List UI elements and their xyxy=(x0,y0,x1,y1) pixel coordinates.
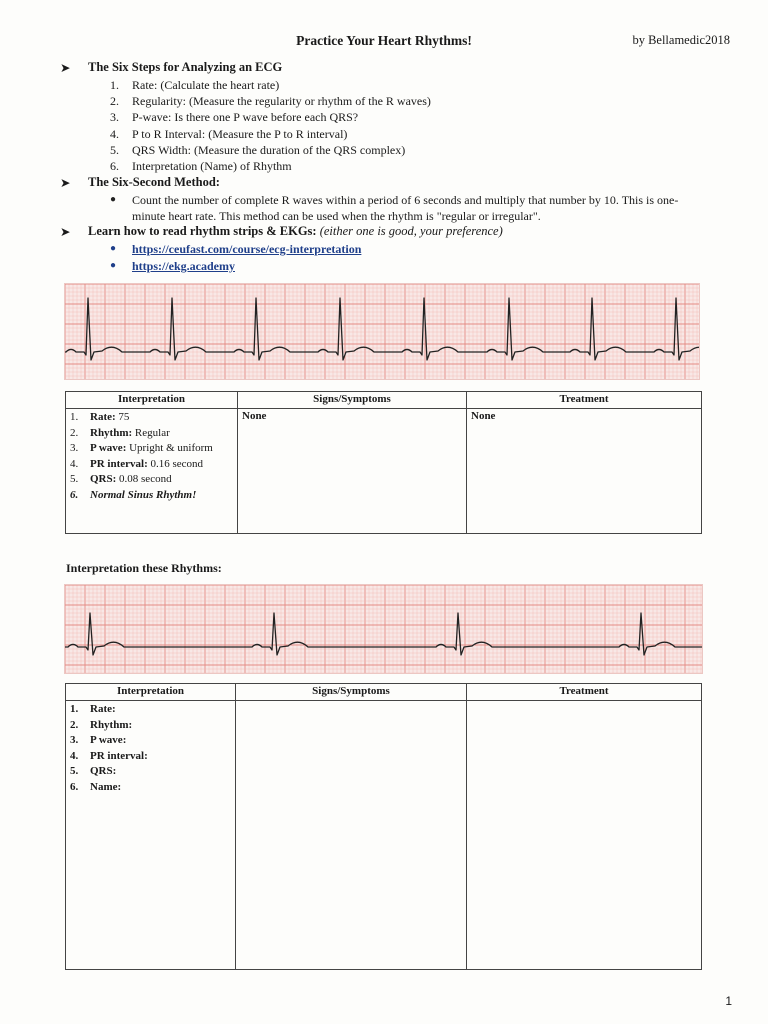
rhythm-strip-practice xyxy=(64,584,703,674)
rhythm-strip-example xyxy=(64,283,700,380)
step-item: 4. P to R Interval: (Measure the P to R interval) xyxy=(110,126,348,141)
link-item xyxy=(110,241,361,257)
example-table xyxy=(65,391,702,534)
steps-list xyxy=(110,77,431,174)
list-item: 1. Rate: xyxy=(70,703,116,715)
list-item: 4. PR interval: xyxy=(70,749,148,762)
step-item: 5. QRS Width: (Measure the duration of the QRS complex) xyxy=(110,142,406,157)
practice-signs-cell[interactable] xyxy=(236,701,467,970)
practice-interpretation-cell[interactable] xyxy=(66,701,236,970)
ceufast-link[interactable]: https://ceufast.com/course/ecg-interpretation xyxy=(132,242,362,256)
treatment-header: Treatment xyxy=(467,392,702,409)
step-item: 2. Regularity: (Measure the regularity or rhythm of the R waves) xyxy=(110,94,431,109)
six-second-heading: ➤ The Six-Second Method: xyxy=(60,175,220,190)
ecg-grid xyxy=(65,585,702,673)
example-signs-cell: None xyxy=(238,409,467,534)
example-treatment-cell: None xyxy=(467,409,702,534)
ecg-trace-practice xyxy=(65,585,702,673)
example-interpretation-list xyxy=(66,410,237,503)
arrow-bullet-icon: ➤ xyxy=(60,225,71,239)
page-title: Practice Your Heart Rhythms! xyxy=(296,33,472,48)
ecg-grid xyxy=(65,284,699,379)
list-item: 4. PR interval: 0.16 second xyxy=(70,457,204,470)
arrow-bullet-icon: ➤ xyxy=(60,176,71,190)
interpretation-header: Interpretation xyxy=(66,392,238,409)
ecg-trace xyxy=(65,298,699,360)
list-item: 2. Rhythm: xyxy=(70,718,133,731)
list-item: 3. P wave: Upright & uniform xyxy=(70,442,213,454)
practice-heading: Interpretation these Rhythms: xyxy=(66,561,222,575)
learn-heading: ➤ Learn how to read rhythm strips & EKGs: (either one is good, your preference) xyxy=(60,224,503,239)
interpretation-header: Interpretation xyxy=(66,684,236,701)
link-item xyxy=(110,258,235,274)
example-interpretation-cell xyxy=(66,409,238,534)
bullet-dot-icon: ● xyxy=(110,194,117,205)
list-item: 6. Normal Sinus Rhythm! xyxy=(70,488,197,501)
page-number: 1 xyxy=(725,994,732,1008)
list-item: 6. Name: xyxy=(70,780,122,793)
treatment-header: Treatment xyxy=(467,684,702,701)
practice-table xyxy=(65,683,702,970)
bullet-dot-icon: ● xyxy=(110,243,117,254)
step-item: 1. Rate: (Calculate the heart rate) xyxy=(110,78,280,92)
six-second-text: ● Count the number of complete R waves within a period of 6 seconds and multiply that number by 10. This is one- minute heart rate. This method can be used when the rhythm is "regular or irregular". xyxy=(110,193,679,223)
list-item: 5. QRS: 0.08 second xyxy=(70,473,172,485)
learn-note: (either one is good, your preference) xyxy=(319,224,503,238)
practice-treatment-cell[interactable] xyxy=(467,701,702,970)
arrow-bullet-icon: ➤ xyxy=(60,61,71,75)
signs-header: Signs/Symptoms xyxy=(236,684,467,701)
signs-header: Signs/Symptoms xyxy=(238,392,467,409)
author-credit: by Bellamedic2018 xyxy=(632,33,730,47)
ekg-academy-link[interactable]: https://ekg.academy xyxy=(132,259,235,273)
list-item: 2. Rhythm: Regular xyxy=(70,426,170,439)
steps-heading: ➤ The Six Steps for Analyzing an ECG xyxy=(60,60,283,75)
practice-interpretation-list xyxy=(66,702,235,795)
ecg-trace-example xyxy=(65,284,699,379)
step-item: 3. P-wave: Is there one P wave before each QRS? xyxy=(110,110,359,125)
ecg-trace xyxy=(65,613,702,655)
list-item: 3. P wave: xyxy=(70,734,127,746)
bullet-dot-icon: ● xyxy=(110,260,117,271)
step-item: 6. Interpretation (Name) of Rhythm xyxy=(110,159,292,174)
list-item: 1. Rate: 75 xyxy=(70,411,130,423)
list-item: 5. QRS: xyxy=(70,765,117,777)
